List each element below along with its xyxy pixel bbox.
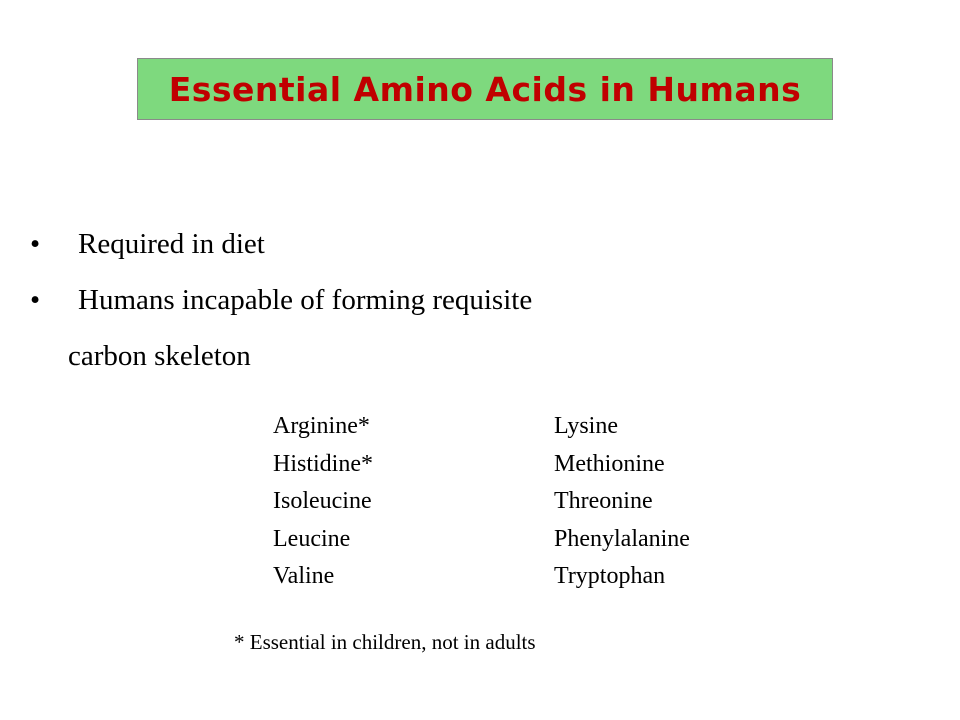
amino-acid-item: Methionine — [554, 450, 665, 477]
bullet-marker: • — [30, 228, 41, 260]
amino-acid-item: Lysine — [554, 413, 618, 439]
slide-title: Essential Amino Acids in Humans — [168, 69, 802, 109]
amino-acid-item: Valine — [273, 563, 335, 589]
title-banner — [137, 58, 833, 120]
bullet-continuation: carbon skeleton — [68, 340, 251, 372]
amino-acid-item: Isoleucine — [273, 488, 372, 514]
bullet-text: Required in diet — [78, 228, 265, 260]
amino-acid-column-left — [273, 408, 373, 596]
footnote: * Essential in children, not in adults — [234, 630, 536, 654]
amino-acid-item: Histidine* — [273, 450, 373, 477]
amino-acid-item: Threonine — [554, 488, 653, 514]
amino-acid-column-right — [554, 408, 690, 596]
bullet-text: Humans incapable of forming requisite — [78, 284, 533, 316]
amino-acid-item: Leucine — [273, 525, 351, 552]
amino-acid-item: Tryptophan — [554, 563, 666, 589]
amino-acid-item: Arginine* — [273, 413, 370, 439]
bullet-marker: • — [30, 284, 41, 316]
amino-acid-item: Phenylalanine — [554, 525, 690, 552]
